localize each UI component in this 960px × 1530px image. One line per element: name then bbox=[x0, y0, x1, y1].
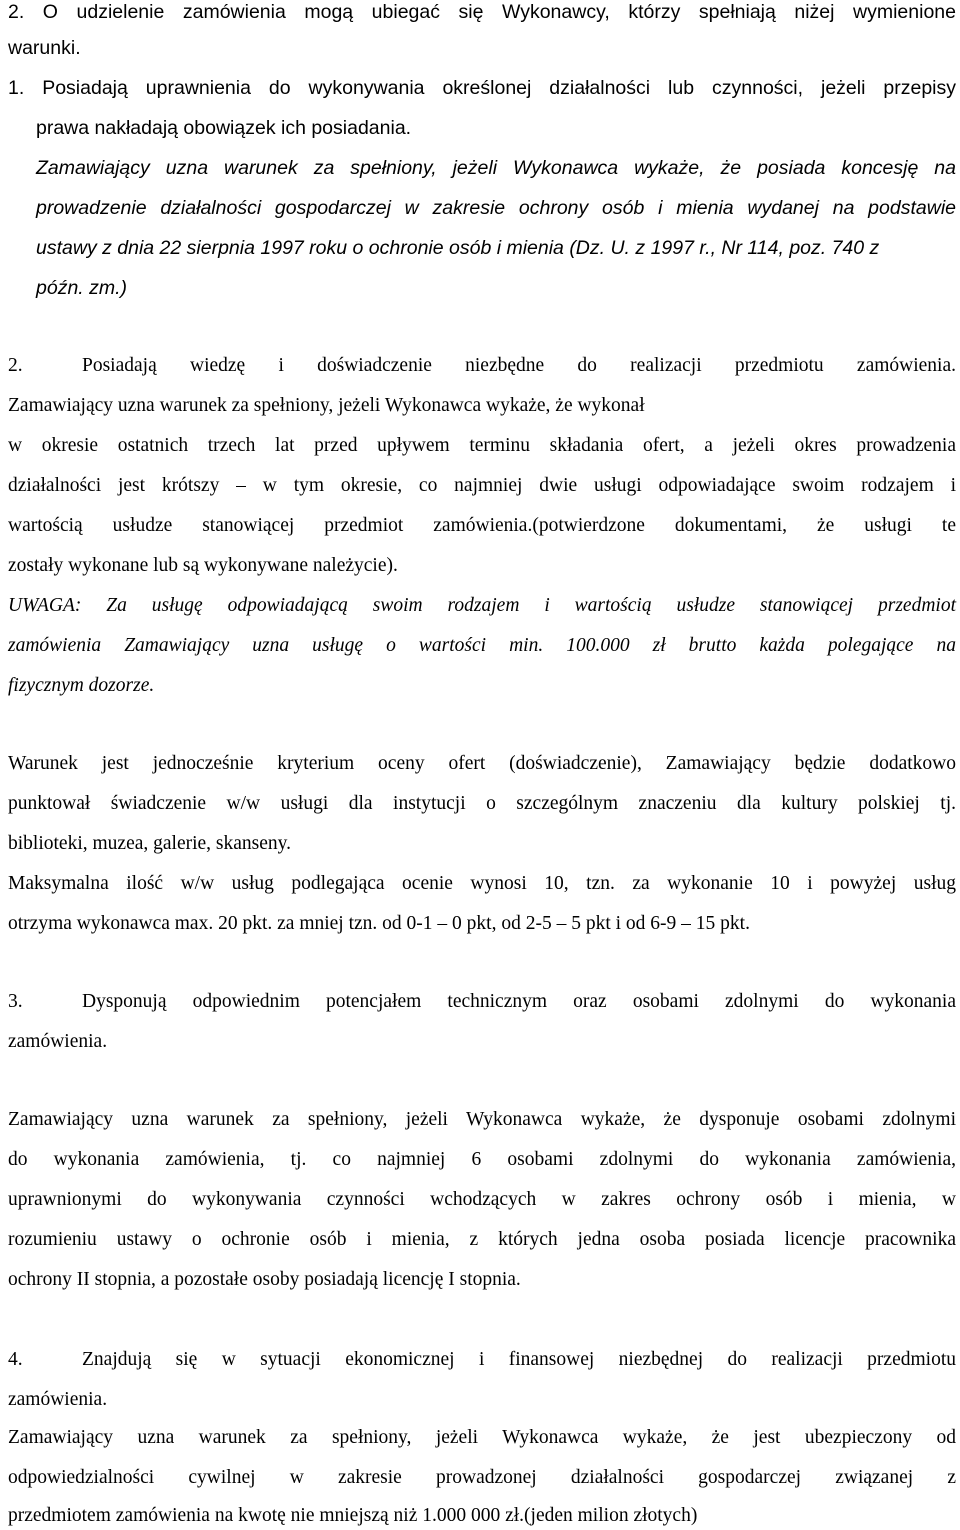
heading-line-2: warunki. bbox=[8, 37, 81, 59]
section2-uwaga-line-2: zamówienia Zamawiający uzna usługę o wartości min. 100.000 zł brutto każda polegające na bbox=[8, 635, 956, 656]
section2-criterion-line-3: biblioteki, muzea, galerie, skanseny. bbox=[8, 833, 292, 854]
section3-lead-line-2: zamówienia. bbox=[8, 1031, 108, 1052]
section1-requirement-line-3 bbox=[36, 236, 879, 260]
section2-uwaga-line-3: fizycznym dozorze. bbox=[8, 675, 155, 696]
section3-number: 3. bbox=[8, 991, 23, 1012]
section4-lead-line-2: zamówienia. bbox=[8, 1389, 108, 1410]
section1-requirement-line-4: późn. zm.) bbox=[36, 277, 128, 299]
section2-criterion-line-2: punktował świadczenie w/w usługi dla instytucji o szczególnym znaczeniu dla kultury polskiej tj. bbox=[8, 793, 956, 814]
section2-para-line-2: w okresie ostatnich trzech lat przed upływem terminu składania ofert, a jeżeli okres prowadzenia bbox=[8, 435, 956, 456]
section1-requirement-line-2: prowadzenie działalności gospodarczej w zakresie ochrony osób i mienia wydanej na podstawie bbox=[36, 197, 956, 219]
section1-lead-line-1: 1. Posiadają uprawnienia do wykonywania określonej działalności lub czynności, jeżeli przepisy bbox=[8, 77, 956, 99]
section3-para-line-5: ochrony II stopnia, a pozostałe osoby posiadają licencję I stopnia. bbox=[8, 1269, 521, 1290]
section3-lead: Dysponują odpowiednim potencjałem technicznym oraz osobami zdolnymi do wykonania bbox=[82, 991, 956, 1012]
section3-para-line-4: rozumieniu ustawy o ochronie osób i mienia, z których jedna osoba posiada licencje pracownika bbox=[8, 1229, 956, 1250]
section2-para-line-3: działalności jest krótszy – w tym okresie, co najmniej dwie usługi odpowiadające swoim rodzajem i bbox=[8, 475, 956, 496]
section2-para-line-5: zostały wykonane lub są wykonywane należycie). bbox=[8, 555, 398, 576]
section2-para-line-4: wartością usłudze stanowiącej przedmiot zamówienia.(potwierdzone dokumentami, że usługi te bbox=[8, 515, 956, 536]
section2-para-line-1: Zamawiający uzna warunek za spełniony, jeżeli Wykonawca wykaże, że wykonał bbox=[8, 395, 645, 416]
section2-max-line-1: Maksymalna ilość w/w usług podlegająca ocenie wynosi 10, tzn. za wykonanie 10 i powyżej usług bbox=[8, 873, 956, 894]
section4-para-line-2: odpowiedzialności cywilnej w zakresie prowadzonej działalności gospodarczej związanej z bbox=[8, 1467, 956, 1488]
section3-para-line-1: Zamawiający uzna warunek za spełniony, jeżeli Wykonawca wykaże, że dysponuje osobami zdolnymi bbox=[8, 1109, 956, 1130]
section3-para-line-2: do wykonania zamówienia, tj. co najmniej 6 osobami zdolnymi do wykonania zamówienia, bbox=[8, 1149, 956, 1170]
heading-line-1: 2. O udzielenie zamówienia mogą ubiegać się Wykonawcy, którzy spełniają niżej wymienione bbox=[8, 1, 956, 23]
section2-uwaga-line-1: UWAGA: Za usługę odpowiadającą swoim rodzajem i wartością usłudze stanowiącej przedmiot bbox=[8, 595, 956, 616]
section4-lead: Znajdują się w sytuacji ekonomicznej i finansowej niezbędnej do realizacji przedmiotu bbox=[82, 1349, 956, 1370]
section4-para-line-1: Zamawiający uzna warunek za spełniony, jeżeli Wykonawca wykaże, że jest ubezpieczony od bbox=[8, 1427, 956, 1448]
section2-criterion-line-1: Warunek jest jednocześnie kryterium oceny ofert (doświadczenie), Zamawiający będzie dodatkowo bbox=[8, 753, 956, 774]
section4-number: 4. bbox=[8, 1349, 23, 1370]
section2-lead: Posiadają wiedzę i doświadczenie niezbędne do realizacji przedmiotu zamówienia. bbox=[82, 355, 956, 376]
section1-lead-line-2: prawa nakładają obowiązek ich posiadania. bbox=[36, 117, 412, 139]
section2-max-line-2: otrzyma wykonawca max. 20 pkt. za mniej tzn. od 0-1 – 0 pkt, od 2-5 – 5 pkt i od 6-9 – 15 pkt. bbox=[8, 913, 750, 934]
section2-number: 2. bbox=[8, 355, 23, 376]
section1-requirement-line-3b: , Nr 114, poz. 740 z bbox=[710, 237, 880, 259]
section2-heading bbox=[8, 354, 956, 378]
section3-heading bbox=[8, 990, 956, 1014]
section1-requirement-line-1: Zamawiający uzna warunek za spełniony, jeżeli Wykonawca wykaże, że posiada koncesję na bbox=[36, 157, 956, 179]
section4-para-line-3: przedmiotem zamówienia na kwotę nie mniejszą niż 1.000 000 zł.(jeden milion złotych) bbox=[8, 1505, 698, 1526]
section1-requirement-line-3a: ustawy z dnia 22 sierpnia 1997 roku o ochronie osób i mienia (Dz. U. z 1997 r. bbox=[36, 237, 711, 259]
section3-para-line-3: uprawnionymi do wykonywania czynności wchodzących w zakres ochrony osób i mienia, w bbox=[8, 1189, 956, 1210]
section4-heading bbox=[8, 1348, 956, 1372]
